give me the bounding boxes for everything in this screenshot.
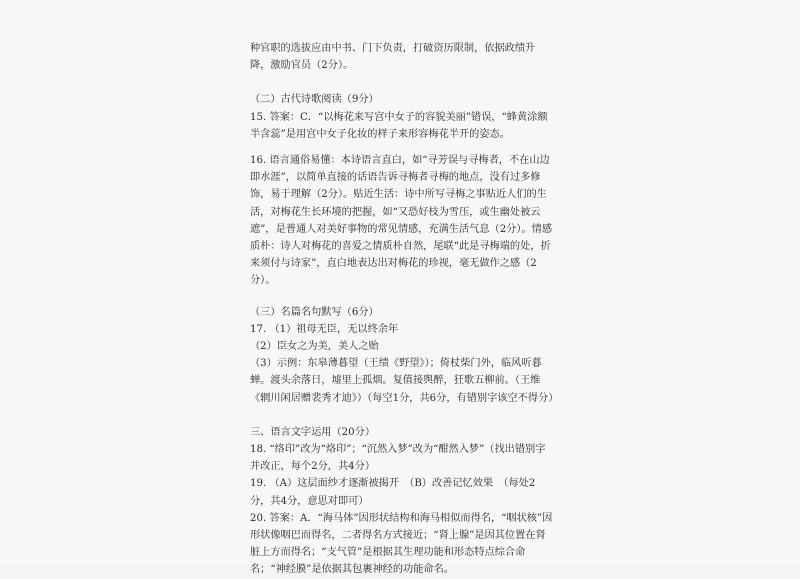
answer-18: 18. “络印”改为“烙印”；“沉然入梦”改为“酣然入梦”（找出错别字并改正，每个2分，共4分）	[250, 444, 546, 473]
answer-16: 16. 语言通俗易懂：本诗语言直白，如“寻芳误与寻梅者，不在山边即水涯”，以简单直接的话语告诉寻梅者寻梅的地点，没有过多修饰，易于理解（2分）。贴近生活：诗中所写寻梅之事贴近人们的生活，对梅花生长环境的把握，如“又恐好枝为雪压，或生幽处被云遮”，是普通人对美好事物的常见情感，充满生活气息（2分）。情感质朴：诗人对梅花的喜爱之情质朴自然，尾联“此是寻梅端的处，折来须付与诗家”，直白地表达出对梅花的珍视，毫无做作之感（2分）。	[250, 155, 553, 287]
answer-17-1: 17. （1）祖母无臣，无以终余年	[250, 323, 399, 335]
section-heading-dictation: （三）名篇名句默写（6分）	[250, 306, 379, 318]
section-heading-language: 三、语言文字运用（20分）	[250, 426, 376, 438]
intro-paragraph: 种官职的选拔应由中书、门下负责，打破资历限制，依据政绩升降，激励官员（2分）。	[250, 43, 536, 72]
section-heading-poetry: （二）古代诗歌阅读（9分）	[250, 94, 379, 106]
answer-15: 15. 答案：C．“以梅花来写宫中女子的容貌美丽”错误，“蜂黄涂额半含蕊”是用宫中女子化妆的样子来形容梅花半开的姿态。	[250, 111, 548, 140]
answer-17-2: （2）臣女之为美，美人之贻	[250, 341, 379, 353]
answer-19: 19. （A）这层面纱才逐渐被揭开 （B）改善记忆效果 （每处2分，共4分，意思对即可）	[250, 478, 536, 507]
answer-key-text	[250, 40, 559, 579]
answer-17-3: （3）示例：东皋薄暮望（王绩《野望》）；倚杖柴门外，临风听暮蝉。渡头余落日，墟里上孤烟。复值接舆醉，狂歌五柳前。（王维《辋川闲居赠裴秀才迪》）（每空1分，共6分，有错别字该空不得分）	[250, 358, 559, 404]
answer-20: 20. 答案：A．“海马体”因形状结构和海马相似而得名，“咽状核”因形状像咽巴而得名，二者得名方式接近；“肾上腺”是因其位置在肾脏上方而得名；“支气管”是根据其生理功能和形态特点综合命名；“神经膜”是依据其包裹神经的功能命名。	[250, 512, 553, 576]
